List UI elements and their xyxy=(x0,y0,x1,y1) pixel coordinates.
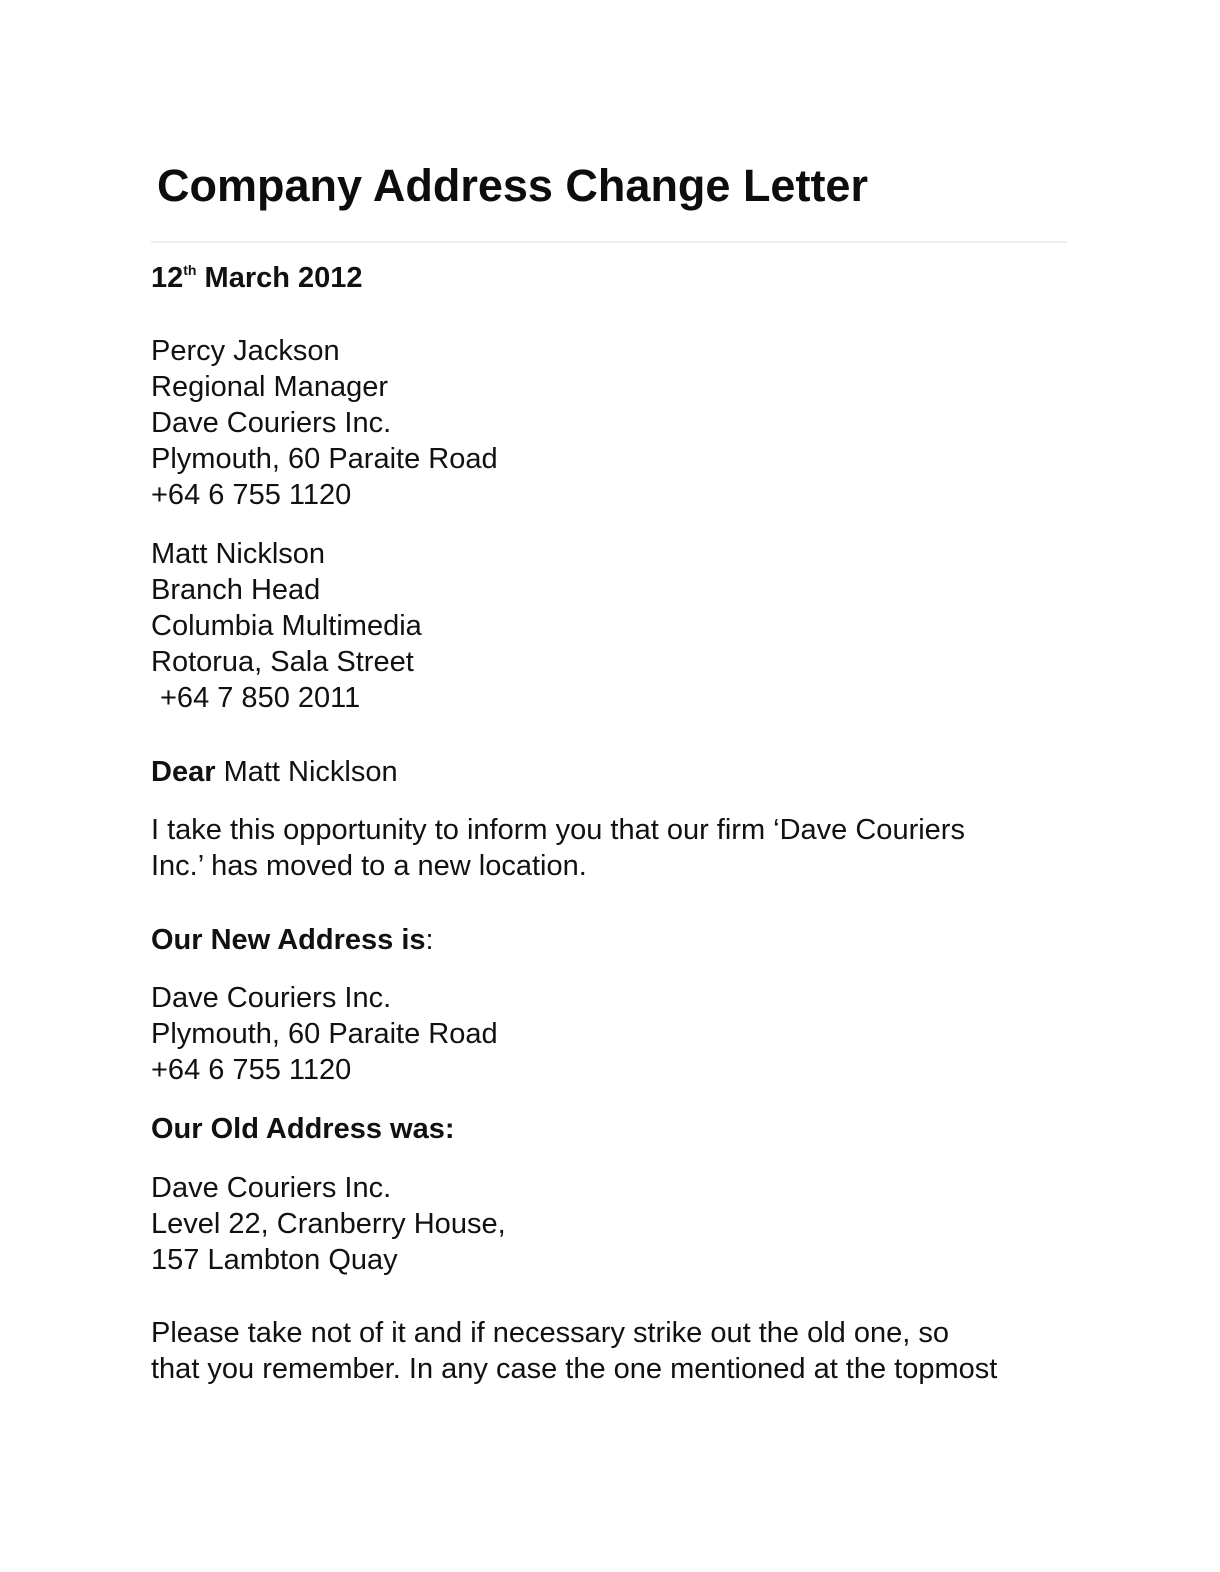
new-address-heading-text: Our New Address is xyxy=(151,924,426,956)
recipient-name: Matt Nicklson xyxy=(151,538,326,570)
new-address-heading-colon: : xyxy=(425,924,434,956)
old-address-heading: Our Old Address was: xyxy=(151,1113,455,1145)
old-address-block xyxy=(151,1170,506,1278)
date-day: 12 xyxy=(151,262,184,294)
recipient-address: Rotorua, Sala Street xyxy=(151,646,414,678)
closing-paragraph xyxy=(151,1315,997,1387)
sender-company: Dave Couriers Inc. xyxy=(151,407,392,439)
sender-block xyxy=(151,333,498,513)
new-address-heading xyxy=(151,922,434,958)
sender-name: Percy Jackson xyxy=(151,335,340,367)
recipient-position: Branch Head xyxy=(151,574,321,606)
sender-address: Plymouth, 60 Paraite Road xyxy=(151,443,498,475)
new-address-line-1: Dave Couriers Inc. xyxy=(151,982,392,1014)
old-address-line-3: 157 Lambton Quay xyxy=(151,1244,398,1276)
intro-paragraph xyxy=(151,812,965,884)
new-address-line-2: Plymouth, 60 Paraite Road xyxy=(151,1018,498,1050)
salutation xyxy=(151,754,398,790)
closing-line-2: that you remember. In any case the one mentioned at the topmost xyxy=(151,1353,998,1385)
intro-line-2: Inc.’ has moved to a new location. xyxy=(151,850,587,882)
letter-date xyxy=(151,260,363,296)
page-title: Company Address Change Letter xyxy=(157,160,868,211)
recipient-block xyxy=(151,536,422,716)
salutation-greeting: Dear xyxy=(151,756,216,788)
date-rest: March 2012 xyxy=(204,262,363,294)
sender-position: Regional Manager xyxy=(151,371,388,403)
old-address-line-1: Dave Couriers Inc. xyxy=(151,1172,392,1204)
new-address-block xyxy=(151,980,498,1088)
salutation-name: Matt Nicklson xyxy=(223,756,398,788)
recipient-phone: +64 7 850 2011 xyxy=(160,682,361,714)
old-address-line-2: Level 22, Cranberry House, xyxy=(151,1208,506,1240)
date-suffix: th xyxy=(183,262,197,278)
intro-line-1: I take this opportunity to inform you that our firm ‘Dave Couriers xyxy=(151,814,965,846)
title-divider xyxy=(151,241,1067,243)
sender-phone: +64 6 755 1120 xyxy=(151,479,352,511)
recipient-company: Columbia Multimedia xyxy=(151,610,422,642)
new-address-line-3: +64 6 755 1120 xyxy=(151,1054,352,1086)
closing-line-1: Please take not of it and if necessary strike out the old one, so xyxy=(151,1317,949,1349)
